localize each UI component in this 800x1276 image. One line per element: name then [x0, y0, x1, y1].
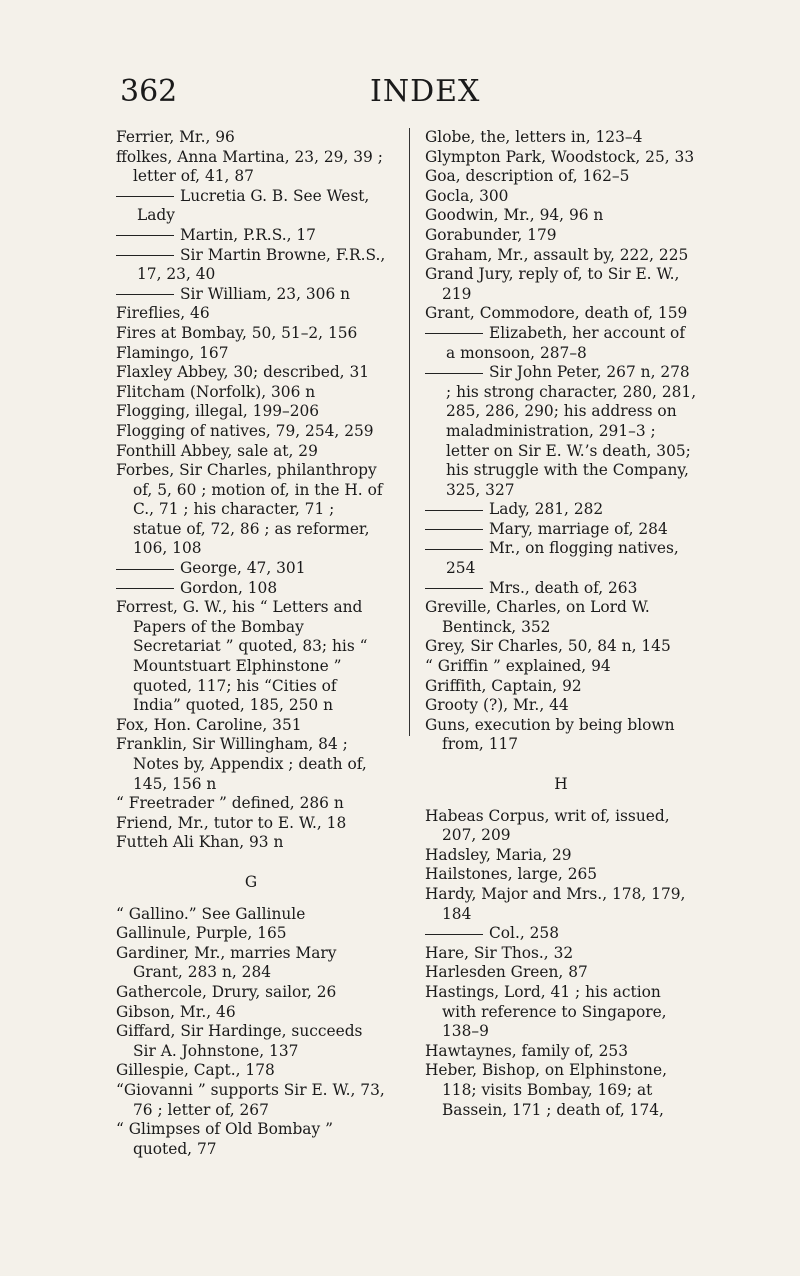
index-entry — [425, 885, 697, 924]
column-divider — [409, 128, 410, 736]
entry-text: “Giovanni ” supports Sir E. W., 73, 76 ; letter of, 267 — [116, 1080, 385, 1119]
entry-text: Forrest, G. W., his “ Letters and Papers of the Bombay Secretariat ” quoted, 83; his “ Mountstuart Elphinstone ” quoted, 117; his “Cities of India” quoted, 185, 250 n — [116, 598, 368, 715]
index-entry — [116, 794, 386, 814]
entry-text: Friend, Mr., tutor to E. W., 18 — [116, 813, 347, 832]
entry-text: George, 47, 301 — [180, 559, 306, 578]
index-entry — [425, 265, 697, 304]
index-entry — [116, 1081, 386, 1120]
entry-text: Lucretia G. B. See West, Lady — [137, 186, 370, 225]
entry-text: Franklin, Sir Willingham, 84 ; Notes by, Appendix ; death of, 145, 156 n — [116, 735, 367, 793]
left-column — [116, 128, 386, 1159]
entry-text: Gocla, 300 — [425, 186, 509, 205]
entry-text: Futteh Ali Khan, 93 n — [116, 833, 284, 852]
entry-text: “ Freetrader ” defined, 286 n — [116, 794, 344, 813]
index-entry — [116, 924, 386, 944]
g-entries-left — [116, 905, 386, 1160]
entry-text: Grey, Sir Charles, 50, 84 n, 145 — [425, 637, 671, 656]
entry-text: Forbes, Sir Charles, philanthropy of, 5, 60 ; motion of, in the H. of C., 71 ; his character, 71 ; statue of, 72, 86 ; as reformer, 106, 108 — [116, 461, 383, 558]
index-subentry — [116, 285, 386, 305]
page-header — [0, 74, 800, 114]
entry-text: Guns, execution by being blown from, 117 — [425, 715, 675, 754]
entry-text: Mr., on flogging natives, 254 — [446, 539, 679, 578]
entry-text: Flaxley Abbey, 30; described, 31 — [116, 363, 370, 382]
entry-text: Flogging of natives, 79, 254, 259 — [116, 421, 374, 440]
entry-text: Fires at Bombay, 50, 51–2, 156 — [116, 323, 358, 342]
ditto-dash — [425, 588, 483, 589]
entry-text: Sir William, 23, 306 n — [180, 284, 351, 303]
entry-text: Goa, description of, 162–5 — [425, 167, 630, 186]
index-subentry — [425, 500, 697, 520]
index-subentry — [116, 246, 386, 285]
entry-text: Grooty (?), Mr., 44 — [425, 696, 569, 715]
index-subentry — [116, 187, 386, 226]
index-subentry — [116, 226, 386, 246]
ditto-dash — [116, 196, 174, 197]
index-entry — [116, 402, 386, 422]
ditto-dash — [116, 235, 174, 236]
entry-text: Giffard, Sir Hardinge, succeeds Sir A. Johnstone, 137 — [116, 1022, 363, 1060]
index-entry — [116, 944, 386, 983]
entry-text: Hardy, Major and Mrs., 178, 179, 184 — [425, 884, 686, 923]
index-entry — [425, 206, 697, 226]
ditto-dash — [116, 569, 174, 570]
entry-text: Martin, P.R.S., 17 — [180, 225, 316, 244]
entry-text: “ Griffin ” explained, 94 — [425, 657, 611, 676]
index-entry — [425, 226, 697, 246]
entry-text: Gathercole, Drury, sailor, 26 — [116, 982, 337, 1001]
entry-text: Graham, Mr., assault by, 222, 225 — [425, 245, 689, 264]
page-title: INDEX — [370, 74, 481, 109]
index-entry — [116, 905, 386, 925]
index-entry — [425, 304, 697, 324]
entry-text: Fox, Hon. Caroline, 351 — [116, 715, 302, 734]
page-number: 362 — [120, 74, 178, 109]
index-entry — [116, 363, 386, 383]
index-entry — [425, 807, 697, 846]
entry-text: Mrs., death of, 263 — [489, 578, 638, 597]
entry-text: Gardiner, Mr., marries Mary Grant, 283 n, 284 — [116, 943, 337, 982]
index-entry — [116, 128, 386, 148]
f-entries — [116, 128, 386, 853]
entry-text: Gibson, Mr., 46 — [116, 1002, 236, 1021]
entry-text: ffolkes, Anna Martina, 23, 29, 39 ; letter of, 41, 87 — [116, 147, 383, 186]
index-entry — [425, 148, 697, 168]
index-entry — [425, 1042, 697, 1062]
entry-text: Glympton Park, Woodstock, 25, 33 — [425, 147, 695, 166]
ditto-dash — [116, 588, 174, 589]
ditto-dash — [116, 255, 174, 256]
entry-text: Greville, Charles, on Lord W. Bentinck, 352 — [425, 598, 650, 636]
entry-text: Goodwin, Mr., 94, 96 n — [425, 206, 604, 225]
index-entry — [425, 846, 697, 866]
index-entry — [116, 1022, 386, 1061]
g-entries-right — [425, 128, 697, 755]
entry-text: Elizabeth, her account of a monsoon, 287–8 — [446, 323, 686, 362]
index-entry — [116, 598, 386, 716]
index-entry — [425, 598, 697, 637]
index-entry — [116, 716, 386, 736]
index-entry — [116, 324, 386, 344]
entry-text: Habeas Corpus, writ of, issued, 207, 209 — [425, 806, 670, 845]
index-entry — [116, 814, 386, 834]
entry-text: Ferrier, Mr., 96 — [116, 128, 235, 146]
index-entry — [116, 735, 386, 794]
index-subentry — [425, 539, 697, 578]
entry-text: Griffith, Captain, 92 — [425, 676, 582, 695]
index-entry — [425, 677, 697, 697]
index-entry — [425, 963, 697, 983]
entry-text: Fonthill Abbey, sale at, 29 — [116, 441, 318, 460]
ditto-dash — [425, 529, 483, 530]
entry-text: Globe, the, letters in, 123–4 — [425, 128, 643, 146]
entry-text: Lady, 281, 282 — [489, 500, 604, 519]
right-column — [425, 128, 697, 1120]
index-subentry — [425, 579, 697, 599]
index-entry — [116, 304, 386, 324]
entry-text: Flitcham (Norfolk), 306 n — [116, 382, 316, 401]
section-letter-g: G — [244, 872, 258, 891]
entry-text: Col., 258 — [489, 924, 560, 943]
index-entry — [116, 148, 386, 187]
index-entry — [116, 442, 386, 462]
index-subentry — [425, 924, 697, 944]
entry-text: Hailstones, large, 265 — [425, 865, 598, 884]
index-entry — [116, 1120, 386, 1159]
h-entries — [425, 807, 697, 1121]
entry-text: Gorabunder, 179 — [425, 225, 557, 244]
index-entry — [116, 1003, 386, 1023]
entry-text: Heber, Bishop, on Elphinstone, 118; visits Bombay, 169; at Bassein, 171 ; death of, 174, — [425, 1061, 667, 1119]
entry-text: Hare, Sir Thos., 32 — [425, 943, 574, 962]
entry-text: Hadsley, Maria, 29 — [425, 845, 572, 864]
index-entry — [425, 696, 697, 716]
index-entry — [425, 865, 697, 885]
index-subentry — [425, 363, 697, 500]
index-entry — [425, 128, 697, 148]
index-entry — [116, 983, 386, 1003]
index-entry — [116, 422, 386, 442]
entry-text: Hastings, Lord, 41 ; his action with reference to Singapore, 138–9 — [425, 982, 667, 1041]
entry-text: Grant, Commodore, death of, 159 — [425, 304, 688, 323]
index-subentry — [116, 559, 386, 579]
entry-text: Flogging, illegal, 199–206 — [116, 402, 320, 421]
entry-text: Fireflies, 46 — [116, 304, 210, 323]
section-letter-h: H — [554, 775, 568, 793]
index-subentry — [425, 324, 697, 363]
index-entry — [116, 833, 386, 853]
index-entry — [425, 1061, 697, 1120]
entry-text: Gallinule, Purple, 165 — [116, 924, 287, 943]
index-entry — [116, 1061, 386, 1081]
ditto-dash — [425, 510, 483, 511]
entry-text: “ Glimpses of Old Bombay ” quoted, 77 — [116, 1120, 333, 1158]
index-entry — [116, 383, 386, 403]
index-entry — [116, 344, 386, 364]
entry-text: Sir Martin Browne, F.R.S., 17, 23, 40 — [137, 245, 386, 284]
entry-text: Gillespie, Capt., 178 — [116, 1061, 275, 1080]
index-entry — [425, 716, 697, 755]
index-subentry — [116, 579, 386, 599]
index-entry — [425, 944, 697, 964]
ditto-dash — [116, 294, 174, 295]
entry-text: Gordon, 108 — [180, 578, 278, 597]
ditto-dash — [425, 373, 483, 374]
entry-text: “ Gallino.” See Gallinule — [116, 904, 306, 923]
entry-text: Hawtaynes, family of, 253 — [425, 1041, 629, 1060]
index-entry — [116, 461, 386, 559]
entry-text: Grand Jury, reply of, to Sir E. W., 219 — [425, 265, 680, 303]
ditto-dash — [425, 934, 483, 935]
ditto-dash — [425, 549, 483, 550]
index-entry — [425, 657, 697, 677]
index-entry — [425, 187, 697, 207]
entry-text: Mary, marriage of, 284 — [489, 519, 668, 538]
entry-text: Harlesden Green, 87 — [425, 963, 588, 982]
index-entry — [425, 637, 697, 657]
index-subentry — [425, 520, 697, 540]
index-entry — [425, 167, 697, 187]
index-entry — [425, 246, 697, 266]
entry-text: Flamingo, 167 — [116, 343, 229, 362]
ditto-dash — [425, 333, 483, 334]
index-entry — [425, 983, 697, 1042]
entry-text: Sir John Peter, 267 n, 278 ; his strong character, 280, 281, 285, 286, 290; his address on maladministration, 291–3 ; letter on Sir E. W.’s death, 305; his struggle with the Company, 325, 327 — [446, 363, 697, 499]
